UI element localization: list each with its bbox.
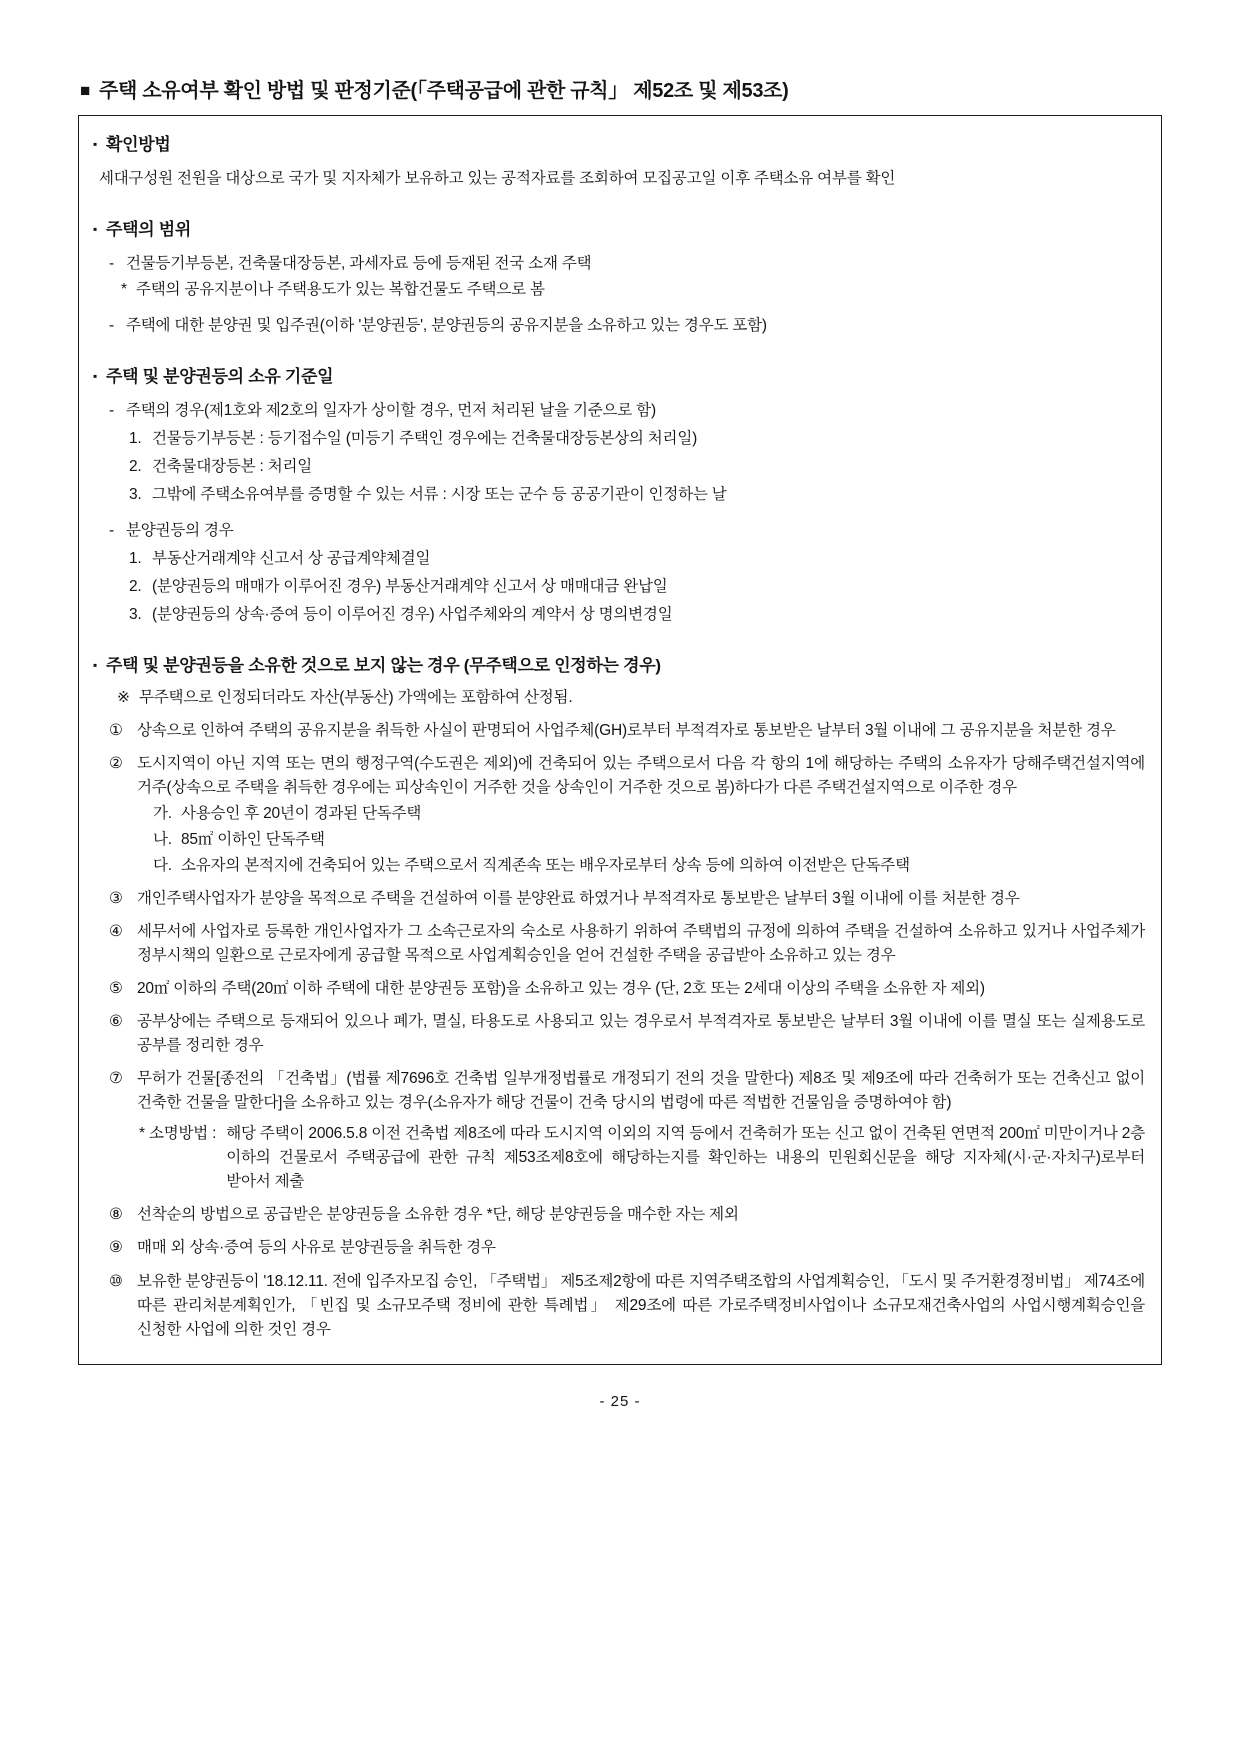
document-box xyxy=(78,115,1162,1365)
line-marker: ② xyxy=(109,755,123,773)
line-text: 건물등기부등본, 건축물대장등본, 과세자료 등에 등재된 전국 소재 주택 xyxy=(126,255,592,273)
page-number: - 25 - xyxy=(599,1392,641,1410)
num-line xyxy=(93,547,1145,571)
circle-line xyxy=(93,719,1145,743)
line-marker: 3. xyxy=(129,606,142,624)
note-line xyxy=(93,686,1145,710)
line-marker: ⑥ xyxy=(109,1013,123,1031)
line-text: 세무서에 사업자로 등록한 개인사업자가 그 소속근로자의 숙소로 사용하기 위하여 주택법의 규정에 의하여 주택을 건설하여 소유하고 있거나 사업주체가 정부시책의 일환으로 근로자에게 공급할 목적으로 사업계획승인을 얻어 건설한 주택을 공급받아 소유하고 있는 경우 xyxy=(137,923,1145,965)
line-marker: ⑩ xyxy=(109,1272,123,1290)
section-header xyxy=(93,362,1145,387)
line-marker: ⑧ xyxy=(109,1206,123,1224)
star-line xyxy=(93,278,1145,302)
section-header-text: 주택 및 분양권등을 소유한 것으로 보지 않는 경우 (무주택으로 인정하는 경우) xyxy=(105,656,661,676)
line-text: 공부상에는 주택으로 등재되어 있으나 폐가, 멸실, 타용도로 사용되고 있는 경우로서 부적격자로 통보받은 날부터 3월 이내에 이를 멸실 또는 실제용도로 공부를 정리한 경우 xyxy=(137,1013,1145,1055)
circle-line xyxy=(93,752,1145,800)
section-header-text: 확인방법 xyxy=(105,135,171,154)
line-marker: ⑤ xyxy=(109,980,123,998)
line-text: 무허가 건물[종전의 「건축법」(법률 제7696호 건축법 일부개정법률로 개정되기 전의 것을 말한다) 제8조 및 제9조에 따라 건축허가 또는 건축신고 없이 건축한 건물을 말한다]을 소유하고 있는 경우(소유자가 해당 건물이 건축 당시의 법령에 따른 적법한 건물임을 증명하여야 함) xyxy=(137,1070,1145,1112)
line-text: 85㎡ 이하인 단독주택 xyxy=(181,831,325,849)
small-square-bullet-icon: ▪ xyxy=(93,369,97,384)
line-text: 건물등기부등본 : 등기접수일 (미등기 주택인 경우에는 건축물대장등본상의 처리일) xyxy=(152,430,698,448)
line-marker: ③ xyxy=(109,890,123,908)
section-header xyxy=(93,130,1145,155)
body-line xyxy=(93,167,1145,191)
page-title-text: 주택 소유여부 확인 방법 및 판정기준(「주택공급에 관한 규칙」 제52조 및 제53조) xyxy=(98,80,789,102)
line-marker: 1. xyxy=(129,430,142,448)
sub-line xyxy=(93,802,1145,826)
num-line xyxy=(93,483,1145,507)
dash-line xyxy=(93,314,1145,338)
small-square-bullet-icon: ▪ xyxy=(93,137,97,151)
method-line xyxy=(93,1122,1145,1194)
line-text: 부동산거래계약 신고서 상 공급계약체결일 xyxy=(152,550,431,568)
dash-line xyxy=(93,399,1145,423)
circle-line xyxy=(93,1010,1145,1058)
line-text: 보유한 분양권등이 '18.12.11. 전에 입주자모집 승인, 「주택법」 제5조제2항에 따른 지역주택조합의 사업계획승인, 「도시 및 주거환경정비법」 제74조에 따른 관리처분계획인가, 「빈집 및 소규모주택 정비에 관한 특례법」 제29조에 따른 가로주택정비사업이나 소규모재건축사업의 사업시행계획승인을 신청한 사업에 의한 것인 경우 xyxy=(137,1272,1146,1338)
square-bullet-icon: ■ xyxy=(80,81,90,100)
line-marker: 2. xyxy=(129,578,142,596)
line-marker: * xyxy=(121,281,127,299)
line-text: 주택의 공유지분이나 주택용도가 있는 복합건물도 주택으로 봄 xyxy=(136,281,545,299)
line-marker: 다. xyxy=(153,857,172,875)
section-header-text: 주택 및 분양권등의 소유 기준일 xyxy=(105,367,334,387)
line-marker: ① xyxy=(109,722,123,740)
line-marker: 2. xyxy=(129,458,142,476)
line-text: 상속으로 인하여 주택의 공유지분을 취득한 사실이 판명되어 사업주체(GH)로부터 부적격자로 통보받은 날부터 3월 이내에 그 공유지분을 처분한 경우 xyxy=(137,722,1116,740)
line-text: (분양권등의 상속·증여 등이 이루어진 경우) 사업주체와의 계약서 상 명의변경일 xyxy=(152,606,673,624)
sub-line xyxy=(93,828,1145,852)
line-text: 건축물대장등본 : 처리일 xyxy=(152,458,313,476)
line-marker: 1. xyxy=(129,550,142,568)
page-title xyxy=(78,74,1162,103)
dash-line xyxy=(93,252,1145,276)
line-marker: ⑦ xyxy=(109,1070,123,1088)
section xyxy=(93,215,1145,338)
dash-line xyxy=(93,519,1145,543)
circle-line xyxy=(93,1236,1145,1260)
num-line xyxy=(93,455,1145,479)
line-marker: - xyxy=(109,317,114,335)
line-text: 20㎡ 이하의 주택(20㎡ 이하 주택에 대한 분양권등 포함)을 소유하고 있는 경우 (단, 2호 또는 2세대 이상의 주택을 소유한 자 제외) xyxy=(137,980,985,998)
line-marker: 3. xyxy=(129,486,142,504)
line-marker: - xyxy=(109,255,114,273)
section-header xyxy=(93,215,1145,240)
line-marker: - xyxy=(109,402,114,420)
line-marker: * 소명방법 : xyxy=(139,1125,217,1143)
line-text: 선착순의 방법으로 공급받은 분양권등을 소유한 경우 *단, 해당 분양권등을 매수한 자는 제외 xyxy=(137,1206,739,1224)
circle-line xyxy=(93,920,1145,968)
line-text: 세대구성원 전원을 대상으로 국가 및 지자체가 보유하고 있는 공적자료를 조회하여 모집공고일 이후 주택소유 여부를 확인 xyxy=(99,170,896,187)
section xyxy=(93,362,1145,627)
line-text: 사용승인 후 20년이 경과된 단독주택 xyxy=(181,805,422,823)
line-text: 무주택으로 인정되더라도 자산(부동산) 가액에는 포함하여 산정됨. xyxy=(139,689,573,707)
line-text: 주택에 대한 분양권 및 입주권(이하 '분양권등', 분양권등의 공유지분을 소유하고 있는 경우도 포함) xyxy=(126,317,767,335)
num-line xyxy=(93,575,1145,599)
circle-line xyxy=(93,1067,1145,1115)
num-line xyxy=(93,603,1145,627)
small-square-bullet-icon: ▪ xyxy=(93,658,97,673)
line-text: 주택의 경우(제1호와 제2호의 일자가 상이할 경우, 먼저 처리된 날을 기준으로 함) xyxy=(126,402,656,420)
line-text: 분양권등의 경우 xyxy=(126,522,234,540)
line-text: 소유자의 본적지에 건축되어 있는 주택으로서 직계존속 또는 배우자로부터 상속 등에 의하여 이전받은 단독주택 xyxy=(181,857,910,875)
circle-line xyxy=(93,977,1145,1001)
line-text: 해당 주택이 2006.5.8 이전 건축법 제8조에 따라 도시지역 이외의 지역 등에서 건축허가 또는 신고 없이 건축된 연면적 200㎡ 미만이거나 2층 이하의 건물로서 주택공급에 관한 규칙 제53조제8호에 해당하는지를 확인하는 내용의 민원회신문을 해당 지자체(시·군·자치구)로부터 받아서 제출 xyxy=(226,1125,1145,1191)
section-header-text: 주택의 범위 xyxy=(105,220,192,240)
small-square-bullet-icon: ▪ xyxy=(93,222,97,237)
line-text: 도시지역이 아닌 지역 또는 면의 행정구역(수도권은 제외)에 건축되어 있는 주택으로서 다음 각 항의 1에 해당하는 주택의 소유자가 당해주택건설지역에 거주(상속으로 주택을 취득한 경우에는 피상속인이 거주한 것을 상속인이 거주한 것으로 봄)하다가 다른 주택건설지역으로 이주한 경우 xyxy=(137,755,1145,797)
num-line xyxy=(93,427,1145,451)
line-text: (분양권등의 매매가 이루어진 경우) 부동산거래계약 신고서 상 매매대금 완납일 xyxy=(152,578,668,596)
circle-line xyxy=(93,887,1145,911)
line-text: 매매 외 상속·증여 등의 사유로 분양권등을 취득한 경우 xyxy=(137,1239,496,1257)
line-text: 개인주택사업자가 분양을 목적으로 주택을 건설하여 이를 분양완료 하였거나 부적격자로 통보받은 날부터 3월 이내에 이를 처분한 경우 xyxy=(137,890,1020,908)
circle-line xyxy=(93,1270,1145,1342)
line-marker: 나. xyxy=(153,831,172,849)
sub-line xyxy=(93,854,1145,878)
line-marker: - xyxy=(109,522,114,540)
section-header xyxy=(93,651,1145,676)
line-text: 그밖에 주택소유여부를 증명할 수 있는 서류 : 시장 또는 군수 등 공공기관이 인정하는 날 xyxy=(152,486,727,504)
line-marker: ⑨ xyxy=(109,1239,123,1257)
line-marker: ※ xyxy=(117,689,130,707)
line-marker: 가. xyxy=(153,805,172,823)
section xyxy=(93,130,1145,191)
section xyxy=(93,651,1145,1341)
circle-line xyxy=(93,1203,1145,1227)
line-marker: ④ xyxy=(109,923,123,941)
